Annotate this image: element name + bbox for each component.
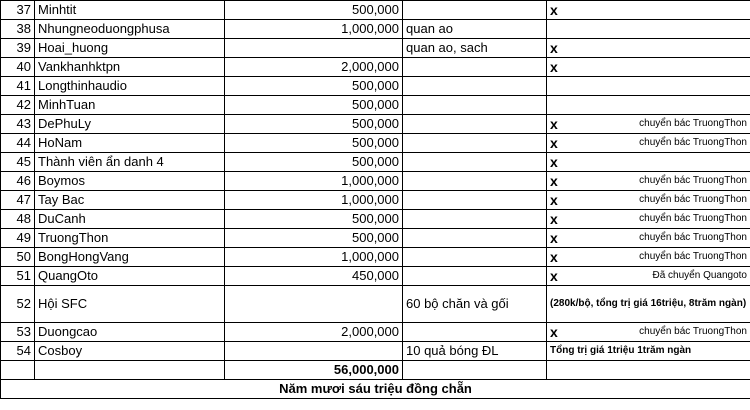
table-row [1,58,750,77]
table-row [1,20,750,39]
donor-name: DePhuLy [35,115,225,134]
donation-amount: 500,000 [225,210,403,229]
row-number: 40 [1,58,35,77]
row-number: 49 [1,229,35,248]
donor-name: Boymos [35,172,225,191]
table-row [1,1,750,20]
donated-item [403,210,547,229]
donation-amount: 1,000,000 [225,20,403,39]
donation-amount: 500,000 [225,77,403,96]
donor-name: QuangOto [35,267,225,286]
table-row [1,153,750,172]
donor-name: Cosboy [35,342,225,361]
donor-name: TruongThon [35,229,225,248]
table-row [1,115,750,134]
transfer-cell [547,210,750,229]
transfer-mark: x [550,59,558,75]
donated-item: 10 quả bóng ĐL [403,342,547,361]
transfer-note: chuyển bác TruongThon [639,251,747,262]
donated-item [403,229,547,248]
transfer-cell [547,323,750,342]
donated-item [403,58,547,77]
donated-item [403,1,547,20]
transfer-mark: x [550,40,558,56]
donation-amount: 1,000,000 [225,191,403,210]
transfer-note: chuyển bác TruongThon [639,213,747,224]
donation-amount: 1,000,000 [225,248,403,267]
transfer-mark: x [550,135,558,151]
row-number: 51 [1,267,35,286]
transfer-mark: x [550,230,558,246]
table-row [1,210,750,229]
donor-name: Minhtit [35,1,225,20]
row-number: 37 [1,1,35,20]
empty-cell [547,361,750,380]
donor-name: Hội SFC [35,286,225,323]
donor-name: DuCanh [35,210,225,229]
table-row [1,134,750,153]
transfer-mark: x [550,268,558,284]
transfer-cell [547,191,750,210]
donated-item: quan ao [403,20,547,39]
donated-item [403,134,547,153]
transfer-mark: x [550,192,558,208]
row-number: 43 [1,115,35,134]
transfer-mark: x [550,249,558,265]
table-row [1,77,750,96]
table-row [1,323,750,342]
transfer-cell [547,77,750,96]
row-number: 50 [1,248,35,267]
row-number: 42 [1,96,35,115]
row-number: 41 [1,77,35,96]
transfer-note: chuyển bác TruongThon [639,194,747,205]
table-row [1,191,750,210]
transfer-cell [547,248,750,267]
empty-cell [1,361,35,380]
donor-name: Duongcao [35,323,225,342]
transfer-cell [547,267,750,286]
table-row [1,342,750,361]
total-in-words: Năm mươi sáu triệu đồng chẵn [1,380,750,399]
transfer-cell [547,58,750,77]
transfer-mark: x [550,116,558,132]
donation-amount: 450,000 [225,267,403,286]
donor-name: Thành viên ẩn danh 4 [35,153,225,172]
table-row [1,229,750,248]
donation-amount: 500,000 [225,229,403,248]
donation-amount: 2,000,000 [225,323,403,342]
row-number: 47 [1,191,35,210]
table-row [1,286,750,323]
donation-amount: 500,000 [225,1,403,20]
donated-item: quan ao, sach [403,39,547,58]
donated-item [403,267,547,286]
table-body [1,1,750,286]
donation-amount: 500,000 [225,115,403,134]
donation-amount [225,342,403,361]
donated-item [403,115,547,134]
donated-item [403,77,547,96]
donation-amount: 1,000,000 [225,172,403,191]
transfer-note: chuyển bác TruongThon [639,175,747,186]
table-row [1,267,750,286]
transfer-mark: x [550,211,558,227]
donated-item [403,191,547,210]
transfer-note: chuyển bác TruongThon [639,326,747,337]
transfer-mark: x [550,324,558,340]
transfer-mark: x [550,2,558,18]
transfer-cell [547,96,750,115]
row-number: 44 [1,134,35,153]
donation-amount: 500,000 [225,134,403,153]
row-number: 46 [1,172,35,191]
table-row [1,39,750,58]
row-number: 48 [1,210,35,229]
donor-name: BongHongVang [35,248,225,267]
item-detail: (280k/bộ, tổng trị giá 16triệu, 8trăm ngàn) [547,286,750,323]
donation-amount: 500,000 [225,153,403,172]
donation-amount: 2,000,000 [225,58,403,77]
row-number: 39 [1,39,35,58]
donated-item [403,96,547,115]
row-number: 52 [1,286,35,323]
donation-amount [225,286,403,323]
transfer-note: Đã chuyển Quangoto [652,270,747,281]
donated-item: 60 bộ chăn và gối [403,286,547,323]
table-row [1,172,750,191]
row-number: 53 [1,323,35,342]
transfer-mark: x [550,173,558,189]
donated-item [403,248,547,267]
donated-item [403,172,547,191]
donor-name: Vankhanhktpn [35,58,225,77]
transfer-cell [547,153,750,172]
donor-name: HoNam [35,134,225,153]
table-row [1,248,750,267]
transfer-note: chuyển bác TruongThon [639,118,747,129]
transfer-cell [547,115,750,134]
table-row [1,96,750,115]
transfer-note: chuyển bác TruongThon [639,232,747,243]
transfer-cell [547,172,750,191]
transfer-note: chuyển bác TruongThon [639,137,747,148]
row-number: 54 [1,342,35,361]
transfer-cell [547,1,750,20]
donation-amount [225,39,403,58]
transfer-cell [547,39,750,58]
row-number: 38 [1,20,35,39]
donor-name: Nhungneoduongphusa [35,20,225,39]
total-row [1,361,750,380]
transfer-cell [547,20,750,39]
transfer-mark: x [550,154,558,170]
donor-name: Tay Bac [35,191,225,210]
donated-item [403,323,547,342]
donor-name: MinhTuan [35,96,225,115]
empty-cell [35,361,225,380]
row-number: 45 [1,153,35,172]
empty-cell [403,361,547,380]
donation-amount: 500,000 [225,96,403,115]
total-words-row [1,380,750,399]
donated-item [403,153,547,172]
donor-name: Longthinhaudio [35,77,225,96]
item-detail: Tổng trị giá 1triệu 1trăm ngàn [547,342,750,361]
total-amount: 56,000,000 [225,361,403,380]
transfer-cell [547,134,750,153]
donor-name: Hoai_huong [35,39,225,58]
transfer-cell [547,229,750,248]
